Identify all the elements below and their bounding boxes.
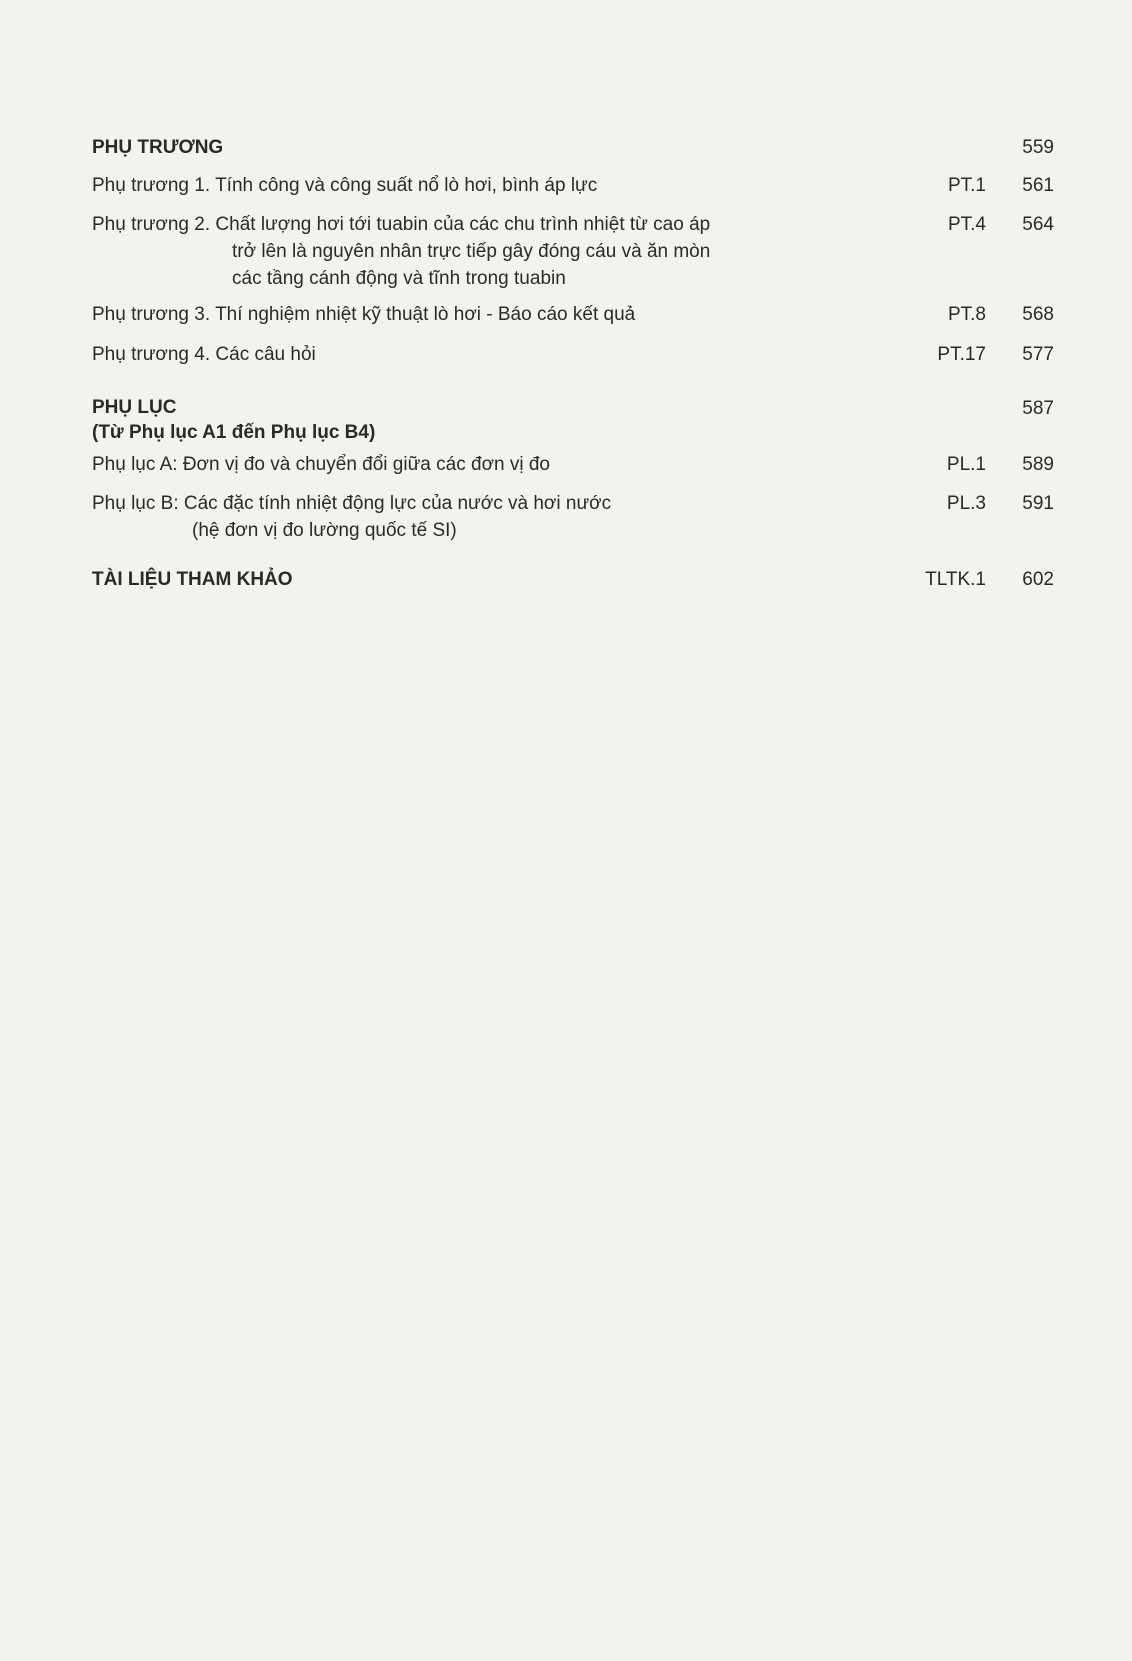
toc-entry	[92, 211, 1054, 295]
entry-code: PT.17	[937, 344, 986, 365]
entry-title: Phụ trương 2. Chất lượng hơi tới tuabin của các chu trình nhiệt từ cao áp	[92, 214, 711, 235]
page-number: 568	[1022, 304, 1054, 325]
entry-code: PT.4	[947, 214, 986, 235]
entry-code: PL.3	[946, 493, 986, 514]
entry-title: Phụ lục A: Đơn vị đo và chuyển đổi giữa các đơn vị đo	[92, 454, 551, 475]
entry-code: TLTK.1	[925, 569, 986, 590]
section-heading: PHỤ TRƯƠNG	[92, 137, 224, 158]
entry-title-continuation: trở lên là nguyên nhân trực tiếp gây đóng cáu và ăn mòn	[232, 241, 711, 262]
page-number: 602	[1022, 569, 1054, 590]
entry-title-continuation: các tầng cánh động và tĩnh trong tuabin	[232, 268, 566, 289]
page-number: 564	[1022, 214, 1054, 235]
section-heading: TÀI LIỆU THAM KHẢO	[92, 569, 293, 590]
entry-title: Phụ trương 1. Tính công và công suất nổ lò hơi, bình áp lực	[92, 175, 598, 196]
entry-code: PL.1	[946, 454, 986, 475]
section-subheading: (Từ Phụ lục A1 đến Phụ lục B4)	[92, 422, 376, 443]
entry-title: Phụ lục B: Các đặc tính nhiệt động lực của nước và hơi nước	[92, 493, 612, 514]
page-number: 587	[1022, 398, 1054, 419]
page-number: 577	[1022, 344, 1054, 365]
page-number: 591	[1022, 493, 1054, 514]
page-number: 559	[1022, 137, 1054, 158]
entry-title: Phụ trương 3. Thí nghiệm nhiệt kỹ thuật lò hơi - Báo cáo kết quả	[92, 304, 636, 325]
entry-title-continuation: (hệ đơn vị đo lường quốc tế SI)	[192, 520, 457, 541]
toc-heading-phu-luc	[92, 394, 1054, 450]
page-number: 589	[1022, 454, 1054, 475]
section-heading: PHỤ LỤC	[92, 397, 177, 418]
page-number: 561	[1022, 175, 1054, 196]
entry-title: Phụ trương 4. Các câu hỏi	[92, 344, 316, 365]
entry-code: PT.1	[947, 175, 986, 196]
toc-entry	[92, 490, 1054, 546]
entry-code: PT.8	[947, 304, 986, 325]
